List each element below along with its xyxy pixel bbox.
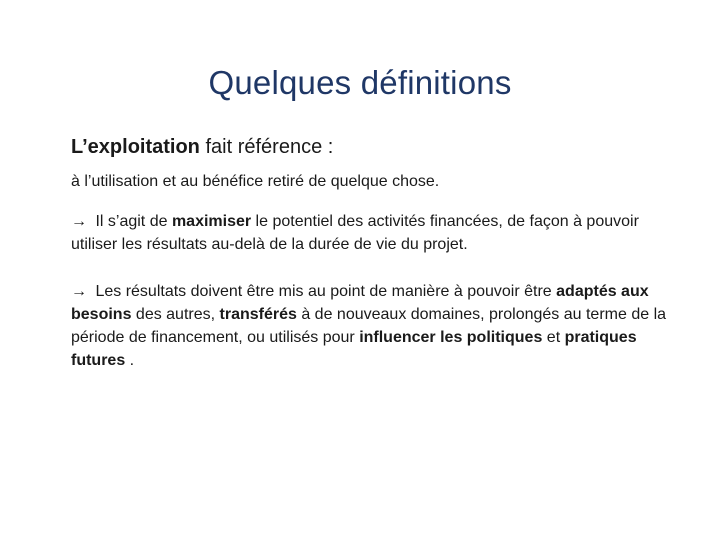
point-resultats	[71, 280, 671, 372]
point1-text-1: Il s’agit de	[91, 213, 172, 230]
point-maximiser	[71, 210, 671, 256]
point2-text-1: Les résultats doivent être mis au point de manière à pouvoir être	[91, 283, 557, 300]
point2-bold-4: pratiques futures	[71, 329, 637, 369]
definition-term-suffix: fait référence :	[199, 136, 334, 158]
point1-bold-1: maximiser	[171, 213, 252, 230]
definition-description: à l’utilisation et au bénéfice retiré de quelque chose.	[71, 173, 440, 190]
point2-text-2: des autres,	[131, 306, 220, 323]
slide-title: Quelques définitions	[208, 64, 512, 101]
point2-text-3: à de nouveaux domaines, prolongés au terme de la période de financement, ou utilisés pour	[71, 306, 667, 346]
point2-bold-2: transférés	[219, 306, 297, 323]
arrow-right-icon: →	[71, 213, 87, 230]
slide-content	[71, 136, 671, 396]
point2-bold-1: adaptés aux besoins	[71, 283, 649, 323]
point1-text-2: le potentiel des activités financées, de façon à pouvoir utiliser les résultats au-delà de la durée de vie du projet.	[71, 213, 639, 253]
arrow-right-icon: →	[71, 283, 87, 300]
point2-text-5: .	[125, 352, 135, 369]
definition-term: L’exploitation	[71, 136, 200, 158]
definition-heading	[71, 136, 671, 159]
point2-text-4: et	[542, 329, 565, 346]
point2-bold-3: influencer les politiques	[359, 329, 543, 346]
